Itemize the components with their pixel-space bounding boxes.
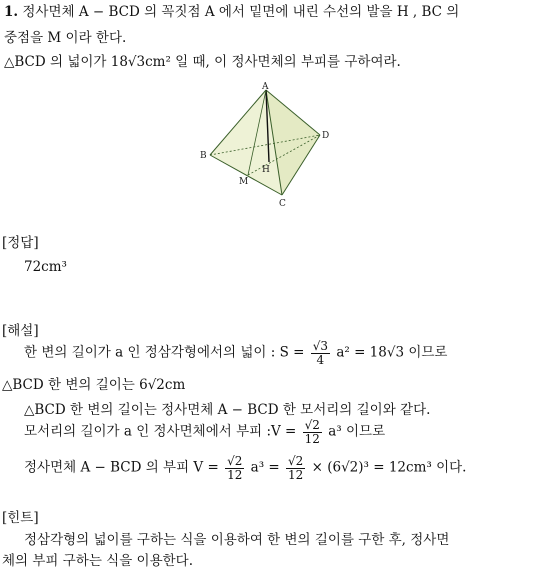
explanation-line-4: [24, 419, 385, 445]
fraction-4-numerator: √2: [288, 454, 304, 468]
fraction-1-numerator: √3: [312, 339, 329, 353]
explanation-line-1a: 한 변의 길이가 a 인 정삼각형에서의 넓이 : S =: [24, 344, 305, 361]
answer-value: 72cm³: [24, 259, 67, 275]
explanation-line-5: [24, 455, 466, 481]
problem-text-1: 정사면체 A − BCD 의 꼭짓점 A 에서 밑면에 내린 수선의 발을 H , BC 의: [22, 4, 460, 20]
problem-line-2: 중점을 M 이라 한다.: [4, 30, 127, 46]
label-m: M: [239, 177, 249, 187]
label-b: B: [200, 151, 207, 161]
fraction-sqrt2-over-12-a: [225, 455, 244, 481]
fraction-sqrt2-over-12-b: [286, 455, 305, 481]
explanation-line-5b: a³ =: [250, 459, 280, 476]
tetrahedron-figure: [196, 80, 336, 208]
explanation-line-1: [24, 340, 447, 366]
explanation-line-4a: 모서리의 길이가 a 인 정사면체에서 부피 :V =: [24, 423, 297, 440]
label-d: D: [322, 131, 330, 141]
problem-line-1: [4, 4, 459, 20]
hint-header: [힌트]: [2, 510, 39, 526]
fraction-sqrt3-over-4: [311, 340, 330, 366]
explanation-header: [해설]: [2, 323, 39, 339]
problem-line-3: △BCD 의 넓이가 18√3cm² 일 때, 이 정사면체의 부피를 구하여라.: [4, 54, 401, 70]
explanation-line-5a: 정사면체 A − BCD 의 부피 V =: [24, 459, 219, 476]
fraction-sqrt2-over-12: [303, 419, 322, 445]
explanation-line-3: △BCD 한 변의 길이는 정사면체 A − BCD 한 모서리의 길이와 같다.: [24, 402, 431, 418]
explanation-line-1b: a² = 18√3 이므로: [336, 344, 448, 361]
fraction-2-denominator: 12: [304, 431, 320, 446]
label-a: A: [262, 82, 269, 92]
fraction-3-numerator: √2: [227, 454, 243, 468]
explanation-line-4b: a³ 이므로: [328, 423, 386, 440]
fraction-4-denominator: 12: [288, 467, 304, 482]
problem-number: 1.: [4, 4, 19, 20]
hint-line-1: 정삼각형의 넓이를 구하는 식을 이용하여 한 변의 길이를 구한 후, 정사면: [24, 532, 450, 548]
answer-header: [정답]: [2, 235, 39, 251]
explanation-line-2: △BCD 한 변의 길이는 6√2cm: [2, 377, 186, 393]
fraction-3-denominator: 12: [227, 467, 243, 482]
label-c: C: [279, 199, 286, 208]
label-h: H: [262, 165, 270, 175]
fraction-1-denominator: 4: [316, 352, 325, 367]
fraction-2-numerator: √2: [304, 418, 320, 432]
explanation-line-5c: × (6√2)³ = 12cm³ 이다.: [311, 459, 467, 476]
hint-line-2: 체의 부피 구하는 식을 이용한다.: [2, 553, 193, 569]
